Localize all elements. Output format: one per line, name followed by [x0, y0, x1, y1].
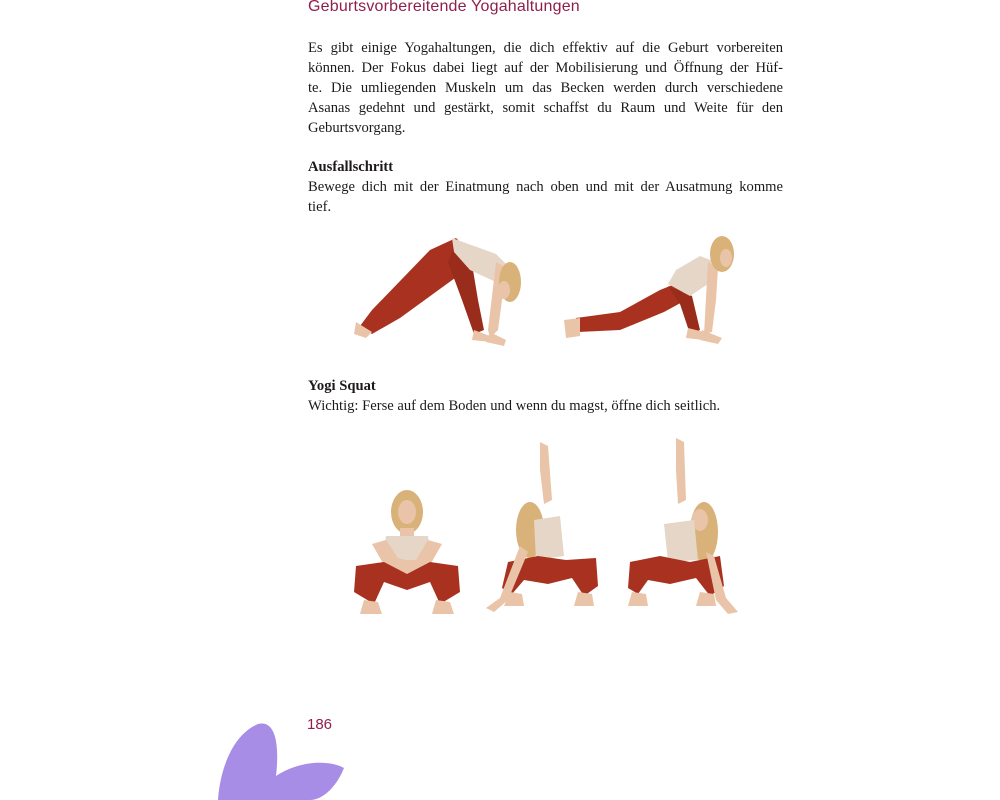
subsection-title: Ausfallschritt: [308, 159, 394, 175]
subsection-text-line: Bewege dich mit der Einatmung nach oben und mit der Ausatmung komme: [308, 179, 783, 195]
subsection-text-line: tief.: [308, 199, 332, 215]
subsection-title: Yogi Squat: [308, 378, 376, 394]
intro-line: Geburtsvorgang.: [308, 120, 406, 136]
intro-line: Asanas gedehnt und gestärkt, somit schaffst du Raum und Weite für den: [308, 100, 783, 116]
intro-line: können. Der Fokus dabei liegt auf der Mobilisierung und Öffnung der Hüf-: [308, 60, 783, 76]
section-heading: Geburtsvorbereitende Yogahaltungen: [308, 0, 580, 15]
intro-line: te. Die umliegenden Muskeln um das Becken werden durch verschiedene: [308, 80, 783, 96]
intro-line: Es gibt einige Yogahaltungen, die dich effektiv auf die Geburt vorbereiten: [308, 40, 783, 56]
page-number: 186: [307, 716, 333, 733]
subsection-text-line: Wichtig: Ferse auf dem Boden und wenn du magst, öffne dich seitlich.: [308, 398, 721, 414]
